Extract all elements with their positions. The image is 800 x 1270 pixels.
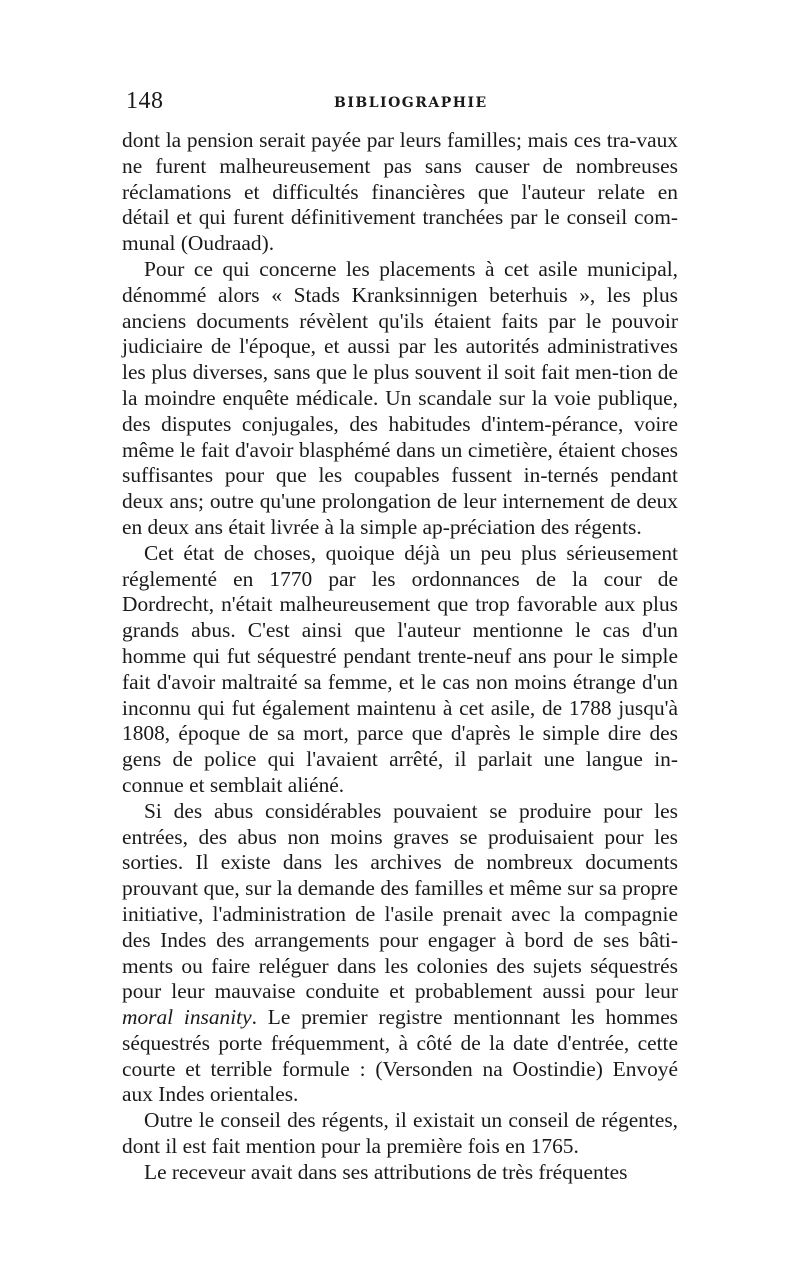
italic-moral-insanity: moral insanity (122, 1005, 252, 1030)
paragraph-4 (122, 799, 678, 1109)
running-title: BIBLIOGRAPHIE (334, 95, 488, 111)
paragraph-4-part-2: . Le premier registre mentionnant les hommes séquestrés porte fréquemment, à côté de la date d'entrée, cette courte et terrible formule : (Versonden na Oostindie) Envoyé aux Indes orientales. (122, 1005, 679, 1107)
paragraph-3: Cet état de choses, quoique déjà un peu plus sérieusement réglementé en 1770 par les ordonnances de la cour de Dordrecht, n'était malheureusement que trop favorable aux plus grands abus. C'est ainsi que l'auteur mentionne le cas d'un homme qui fut séquestré pendant trente-neuf ans pour le simple fait d'avoir maltraité sa femme, et le cas non moins étrange d'un inconnu qui fut également maintenu à cet asile, de 1788 jusqu'à 1808, époque de sa mort, parce que d'après le simple dire des gens de police qui l'avaient arrêté, il parlait une langue in-connue et semblait aliéné. (122, 540, 678, 797)
paragraph-2: Pour ce qui concerne les placements à cet asile municipal, dénommé alors « Stads Kranksinnigen beterhuis », les plus anciens documents révèlent qu'ils étaient faits par le pouvoir judiciaire de l'époque, et aussi par les autorités administratives les plus diverses, sans que le plus souvent il soit fait men-tion de la moindre enquête médicale. Un scandale sur la voie publique, des disputes conjugales, des habitudes d'intem-pérance, voire même le fait d'avoir blasphémé dans un cimetière, étaient choses suffisantes pour que les coupables fussent in-ternés pendant deux ans; outre qu'une prolongation de leur internement de deux en deux ans était livrée à la simple ap-préciation des régents. (122, 256, 678, 539)
paragraph-5: Outre le conseil des régents, il existait un conseil de régentes, dont il est fait mention pour la première fois en 1765. (122, 1108, 678, 1159)
body-text (122, 128, 678, 1186)
paragraph-6: Le receveur avait dans ses attributions de très fréquentes (144, 1159, 628, 1184)
paragraph-4-part-1: Si des abus considérables pouvaient se produire pour les entrées, des abus non moins graves se produisaient pour les sorties. Il existe dans les archives de nombreux documents prouvant que, sur la demande des familles et même sur sa propre initiative, l'administration de l'asile prenait avec la compagnie des Indes des arrangements pour engager à bord de ses bâti-ments ou faire reléguer dans les colonies des sujets séquestrés pour leur mauvaise conduite et probablement aussi pour leur (122, 798, 678, 1004)
paragraph-1: dont la pension serait payée par leurs familles; mais ces tra-vaux ne furent malheureusement pas sans causer de nombreuses réclamations et difficultés financières que l'auteur relate en détail et qui furent définitivement tranchées par le conseil com-munal (Oudraad). (122, 128, 678, 256)
running-head (122, 88, 678, 128)
book-page (122, 88, 678, 1248)
page-number: 148 (126, 88, 164, 114)
